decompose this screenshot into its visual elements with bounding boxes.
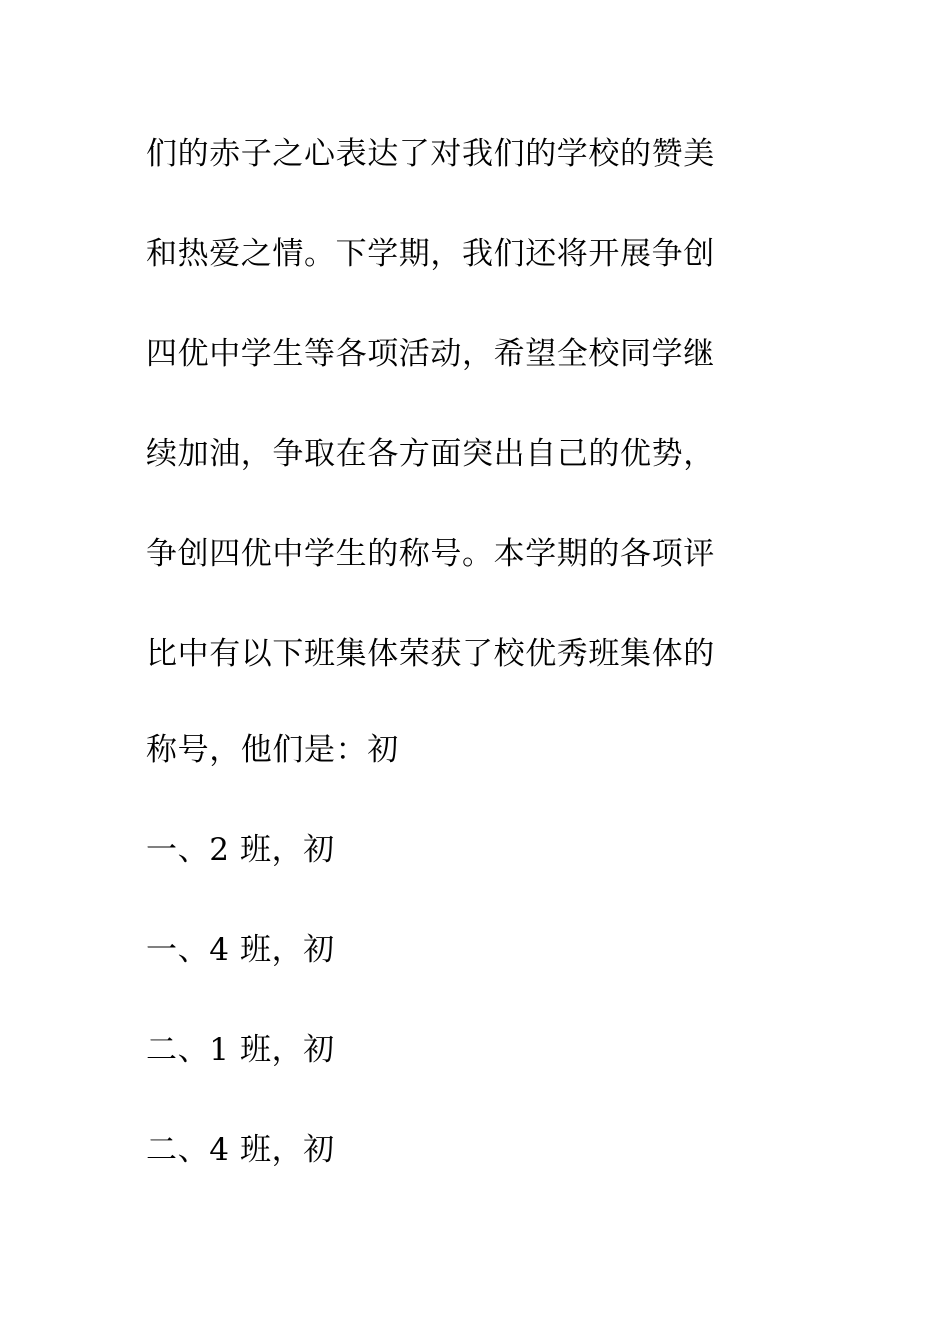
paragraph-line-5: 争创四优中学生的称号。本学期的各项评 (146, 536, 715, 572)
paragraph-line-6: 比中有以下班集体荣获了校优秀班集体的 (146, 636, 715, 672)
paragraph-line-7: 称号，他们是：初 (146, 732, 399, 768)
paragraph-line-1: 们的赤子之心表达了对我们的学校的赞美 (146, 136, 715, 172)
list-item-class: 二、4 班，初 (146, 1132, 335, 1168)
paragraph-line-3: 四优中学生等各项活动，希望全校同学继 (146, 336, 715, 372)
list-item-class: 二、1 班，初 (146, 1032, 335, 1068)
paragraph-line-4: 续加油，争取在各方面突出自己的优势， (146, 436, 715, 472)
paragraph-line-2: 和热爱之情。下学期，我们还将开展争创 (146, 236, 715, 272)
list-item-class: 一、2 班，初 (146, 832, 335, 868)
list-item-class: 一、4 班，初 (146, 932, 335, 968)
